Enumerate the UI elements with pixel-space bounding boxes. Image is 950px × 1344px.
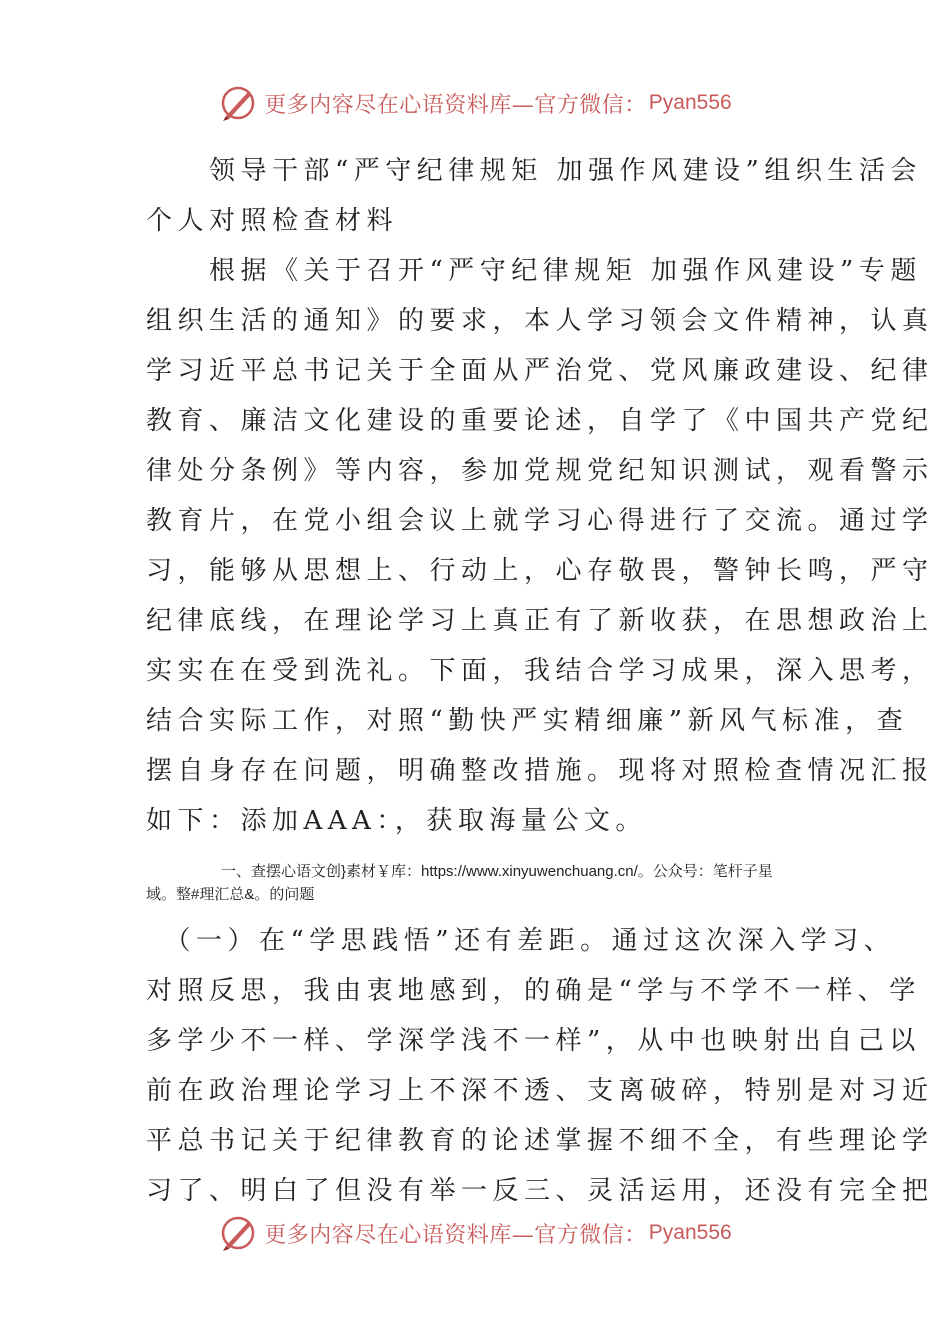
paragraph-line: 学习近平总书记关于全面从严治党、党风廉政建设、纪律 <box>146 356 934 386</box>
paragraph-line: 习，能够从思想上、行动上，心存敬畏，警钟长鸣，严守 <box>146 556 934 586</box>
header-banner <box>0 78 950 128</box>
paragraph-line: 多学少不一样、学深学浅不一样”，从中也映射出自己以 <box>146 1026 921 1056</box>
paragraph-line: （一）在“学思践悟”还有差距。通过这次深入学习、 <box>146 926 896 956</box>
banner-wechat-id: Pyan556 <box>648 91 732 114</box>
title-line: 领导干部“严守纪律规矩 加强作风建设”组织生活会 <box>146 156 922 186</box>
paragraph-line: 教育片，在党小组会议上就学习心得进行了交流。通过学 <box>146 506 934 536</box>
paragraph-line: 教育、廉洁文化建设的重要论述，自学了《中国共产党纪 <box>146 406 934 436</box>
document-title <box>146 146 922 246</box>
paragraph-line: 律处分条例》等内容，参加党规党纪知识测试，观看警示 <box>146 456 934 486</box>
paragraph-line: 习了、明白了但没有举一反三、灵活运用，还没有完全把 <box>146 1176 934 1206</box>
quill-logo-icon <box>218 1213 258 1253</box>
title-line: 个人对照检查材料 <box>146 206 399 236</box>
paragraph-line: 根据《关于召开“严守纪律规矩 加强作风建设”专题 <box>146 256 922 286</box>
paragraph-line: 如下：添加AAA：，获取海量公文。 <box>146 806 647 836</box>
banner-text: 更多内容尽在心语资料库—官方微信： <box>264 92 647 118</box>
paragraph-line: 结合实际工作，对照“勤快严实精细廉”新风气标准，查 <box>146 706 909 736</box>
note-line: 域。整#理汇总&。的问题 <box>146 886 315 903</box>
paragraph-line: 组织生活的通知》的要求，本人学习领会文件精神，认真 <box>146 306 934 336</box>
paragraph-line: 前在政治理论学习上不深不透、支离破碎，特别是对习近 <box>146 1076 934 1106</box>
document-body <box>146 146 934 1216</box>
section-heading-note <box>146 860 826 906</box>
banner-wechat-id: Pyan556 <box>648 1221 732 1244</box>
paragraph-line: 对照反思，我由衷地感到，的确是“学与不学不一样、学 <box>146 976 921 1006</box>
section-paragraph <box>146 916 934 1216</box>
quill-logo-icon <box>218 83 258 123</box>
intro-paragraph <box>146 246 934 846</box>
paragraph-line: 平总书记关于纪律教育的论述掌握不细不全，有些理论学 <box>146 1126 934 1156</box>
footer-banner <box>0 1208 950 1258</box>
banner-text: 更多内容尽在心语资料库—官方微信： <box>264 1222 647 1248</box>
paragraph-line: 实实在在受到洗礼。下面，我结合学习成果，深入思考， <box>146 656 934 686</box>
note-line: 一、查摆心语文创}素材￥库：https://www.xinyuwenchuang.cn/。公众号：笔杆子星 <box>146 863 773 880</box>
paragraph-line: 摆自身存在问题，明确整改措施。现将对照检查情况汇报 <box>146 756 934 786</box>
paragraph-line: 纪律底线，在理论学习上真正有了新收获，在思想政治上 <box>146 606 934 636</box>
